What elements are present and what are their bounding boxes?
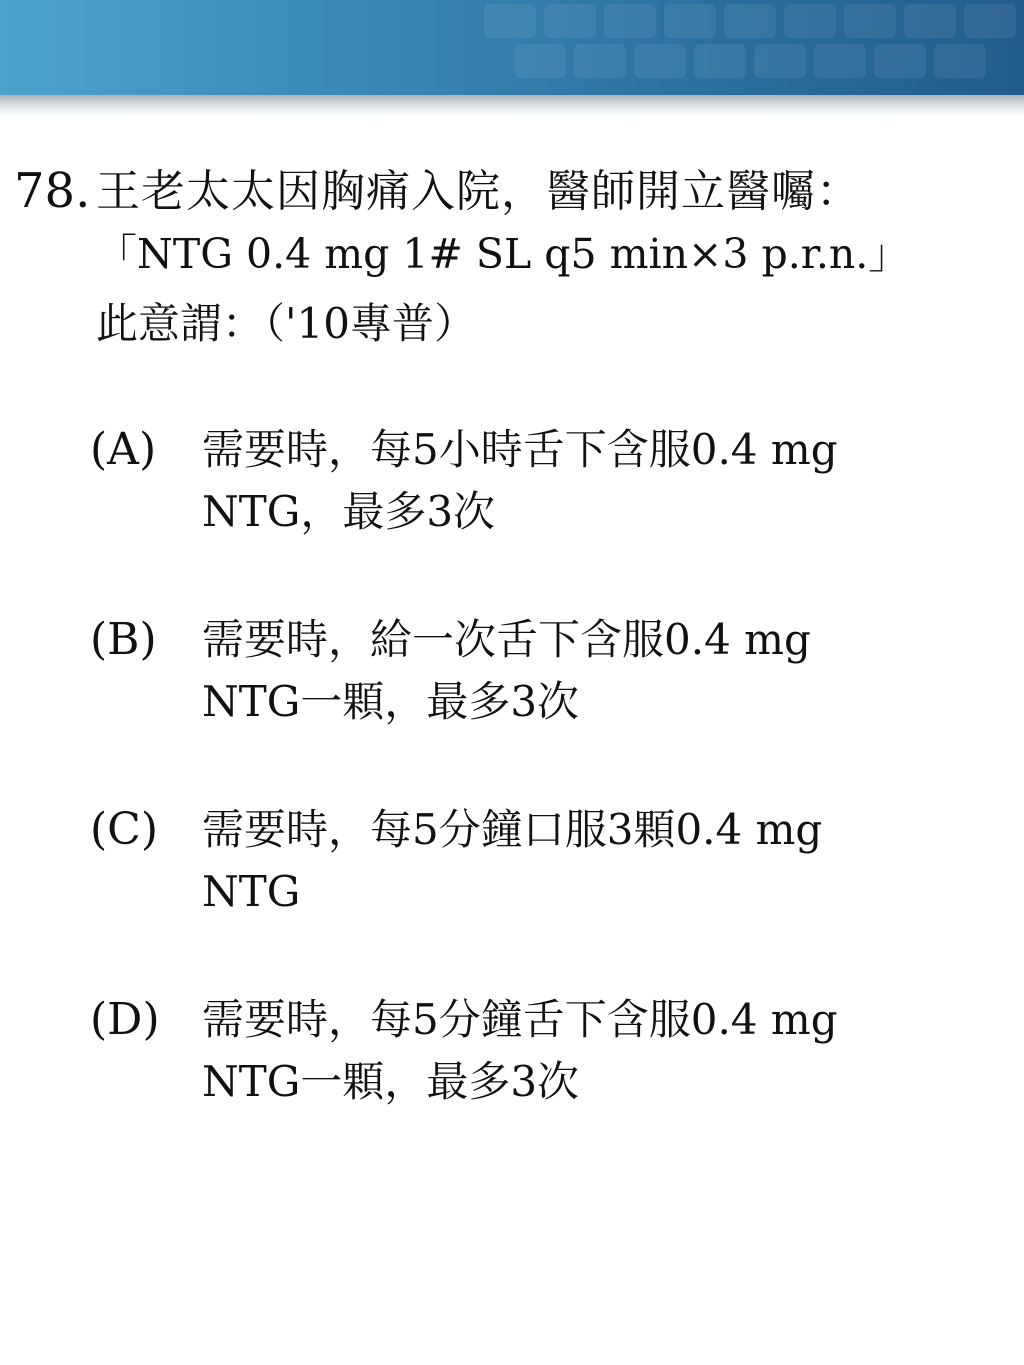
option-label: (A) (90, 424, 157, 475)
option-text-line1: 需要時，每5小時舌下含服0.4 mg (202, 425, 838, 474)
option-label: (B) (90, 614, 157, 665)
option-label: (D) (90, 994, 160, 1045)
question-text-line3: 此意謂：（'10專普） (96, 299, 476, 348)
option-text-line2: NTG一顆，最多3次 (202, 677, 580, 726)
header-tile-pattern (464, 0, 1024, 95)
question-text-line2: 「NTG 0.4 mg 1# SL q5 min×3 p.r.n.」 (96, 230, 910, 278)
option-text-line2: NTG (202, 867, 301, 916)
option-text-line2: NTG，最多3次 (202, 487, 496, 536)
option-text-line1: 需要時，每5分鐘舌下含服0.4 mg (202, 995, 838, 1044)
question-number: 78. (14, 163, 91, 219)
option-text-line2: NTG一顆，最多3次 (202, 1057, 580, 1106)
option-label: (C) (90, 804, 158, 855)
question-text-line1: 王老太太因胸痛入院，醫師開立醫囑： (96, 166, 861, 217)
option-text-line1: 需要時，每5分鐘口服3顆0.4 mg (202, 805, 823, 854)
header-band (0, 0, 1024, 95)
header-shadow (0, 95, 1024, 117)
option-text-line1: 需要時，給一次舌下含服0.4 mg (202, 615, 811, 664)
